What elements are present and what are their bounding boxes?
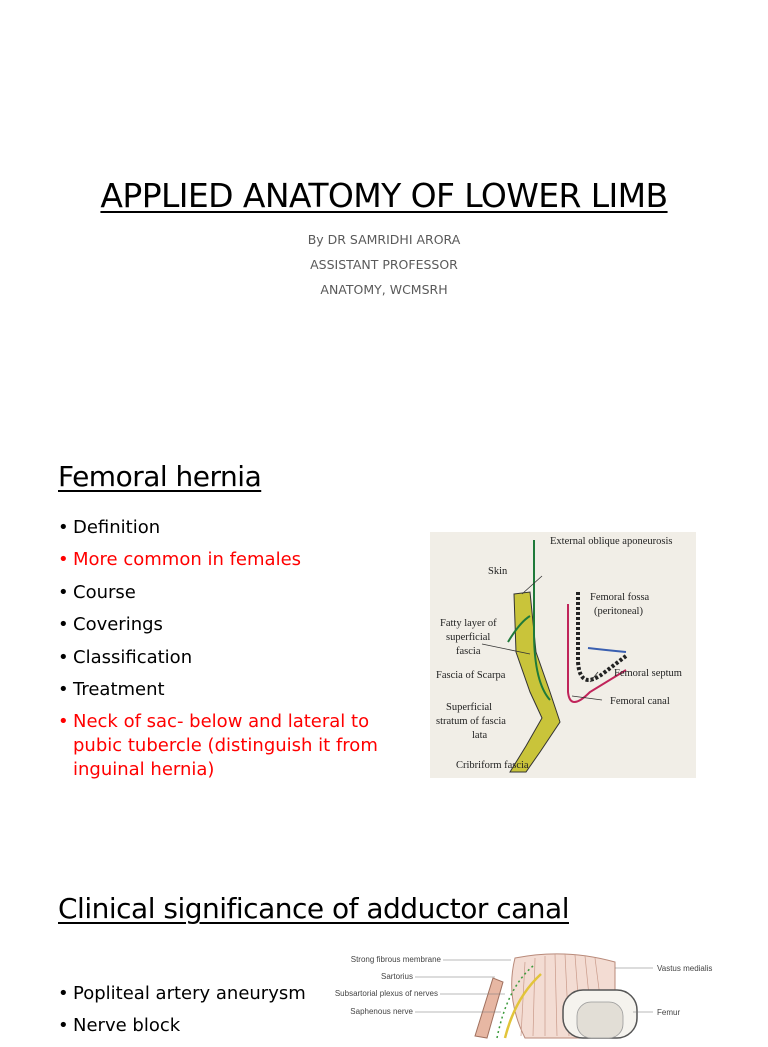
department-line: ANATOMY, WCMSRH — [320, 282, 448, 297]
bullet-item: • Treatment — [58, 678, 388, 702]
pointer-line — [572, 696, 602, 700]
label-vastus-medialis: Vastus medialis — [657, 964, 713, 973]
slide-title: Femoral hernia — [58, 460, 262, 493]
femoral-septum-line — [588, 648, 626, 652]
bullet-list — [58, 982, 338, 1047]
bullet-item: • Classification — [58, 646, 388, 670]
femoral-diagram-svg — [430, 532, 696, 778]
label-superficial-stratum: stratum of fascia — [436, 716, 506, 727]
presentation-title: APPLIED ANATOMY OF LOWER LIMB — [100, 176, 668, 215]
slide-title: Clinical significance of adductor canal — [58, 892, 569, 925]
adductor-diagram-svg — [315, 948, 735, 1038]
title-slide — [0, 0, 768, 432]
bullet-item: • Popliteal artery aneurysm — [58, 982, 338, 1006]
label-superficial-stratum: lata — [472, 730, 488, 741]
pointer-line — [522, 576, 542, 594]
bullet-item: • Course — [58, 581, 388, 605]
label-superficial-stratum: Superficial — [446, 702, 493, 713]
author-line: By DR SAMRIDHI ARORA — [307, 232, 461, 247]
label-femoral-fossa: Femoral fossa — [590, 592, 650, 603]
label-peritoneal: (peritoneal) — [594, 606, 643, 617]
label-strong-fibrous: Strong fibrous membrane — [350, 955, 441, 964]
label-skin: Skin — [488, 566, 508, 577]
label-fatty-layer: fascia — [456, 646, 481, 657]
label-fatty-layer: superficial — [446, 632, 491, 643]
label-subsartorial: Subsartorial plexus of nerves — [334, 989, 438, 998]
bullet-item: • Definition — [58, 516, 388, 540]
bullet-item: • Nerve block — [58, 1014, 338, 1038]
label-femoral-septum: Femoral septum — [614, 668, 682, 679]
adductor-canal-slide — [0, 864, 768, 1037]
bullet-item: • Coverings — [58, 613, 388, 637]
femoral-hernia-diagram — [430, 532, 696, 778]
adductor-canal-diagram — [315, 948, 735, 1038]
label-cribriform: Cribriform fascia — [456, 760, 529, 771]
label-femur: Femur — [657, 1008, 681, 1017]
label-saphenous: Saphenous nerve — [350, 1007, 413, 1016]
bullet-item-highlight: • Neck of sac- below and lateral to pubic tubercle (distinguish it from inguinal hernia) — [58, 710, 388, 782]
label-external-oblique: External oblique aponeurosis — [550, 536, 673, 547]
label-femoral-canal: Femoral canal — [610, 696, 670, 707]
label-fascia-scarpa: Fascia of Scarpa — [436, 670, 506, 681]
label-fatty-layer: Fatty layer of — [440, 618, 497, 629]
label-sartorius: Sartorius — [380, 972, 413, 981]
femoral-hernia-slide — [0, 432, 768, 864]
femur-marrow — [577, 1002, 623, 1038]
position-line: ASSISTANT PROFESSOR — [310, 257, 458, 272]
bullet-list — [58, 516, 388, 782]
sartorius-shape — [475, 978, 503, 1038]
bullet-item-highlight: • More common in females — [58, 548, 388, 572]
